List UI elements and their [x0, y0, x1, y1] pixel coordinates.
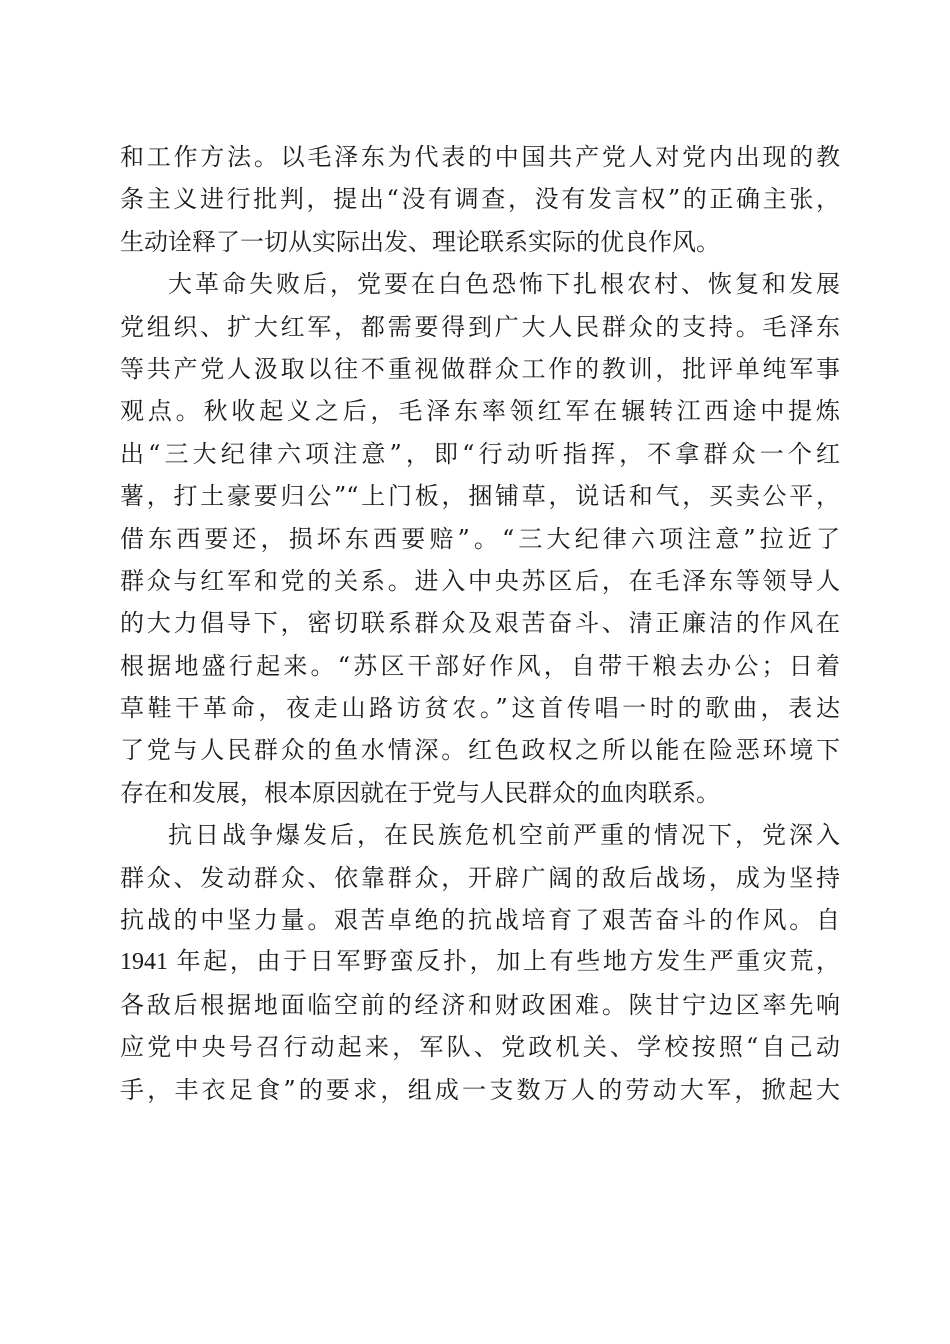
text-line: 1941 年起，由于日军野蛮反扑，加上有些地方发生严重灾荒，: [120, 949, 840, 976]
text-line: 草鞋干革命，夜走山路访贫农。”这首传唱一时的歌曲，表达: [120, 694, 840, 723]
paragraph-first-line: 大革命失败后，党要在白色恐怖下扎根农村、恢复和发展: [168, 270, 840, 299]
text-line: 薯，打土豪要归公”“上门板，捆铺草，说话和气，买卖公平，: [120, 482, 840, 511]
text-line: 借东西要还，损坏东西要赔”。“三大纪律六项注意”拉近了: [120, 524, 840, 553]
text-line: 了党与人民群众的鱼水情深。红色政权之所以能在险恶环境下: [120, 736, 840, 765]
text-line: 党组织、扩大红军，都需要得到广大人民群众的支持。毛泽东: [120, 312, 840, 341]
text-line: 群众与红军和党的关系。进入中央苏区后，在毛泽东等领导人: [120, 566, 840, 595]
text-line: 抗战的中坚力量。艰苦卓绝的抗战培育了艰苦奋斗的作风。自: [120, 906, 840, 935]
text-line: 群众、发动群众、依靠群众，开辟广阔的敌后战场，成为坚持: [120, 863, 840, 892]
paragraph-first-line: 抗日战争爆发后，在民族危机空前严重的情况下，党深入: [168, 821, 840, 850]
text-line: 存在和发展，根本原因就在于党与人民群众的血肉联系。: [120, 778, 720, 807]
text-line: 各敌后根据地面临空前的经济和财政困难。陕甘宁边区率先响: [120, 990, 840, 1019]
body-text: [120, 136, 840, 1111]
text-line: 根据地盛行起来。“苏区干部好作风，自带干粮去办公；日着: [120, 651, 840, 680]
text-line: 等共产党人汲取以往不重视做群众工作的教训，批评单纯军事: [120, 354, 840, 383]
text-line: 的大力倡导下，密切联系群众及艰苦奋斗、清正廉洁的作风在: [120, 609, 840, 638]
text-line: 观点。秋收起义之后，毛泽东率领红军在辗转江西途中提炼: [120, 397, 840, 426]
text-line: 条主义进行批判，提出“没有调查，没有发言权”的正确主张，: [120, 185, 840, 214]
text-line: 和工作方法。以毛泽东为代表的中国共产党人对党内出现的教: [120, 143, 840, 171]
text-line: 应党中央号召行动起来，军队、党政机关、学校按照“自己动: [120, 1033, 840, 1062]
text-line: 出“三大纪律六项注意”，即“行动听指挥，不拿群众一个红: [120, 439, 840, 468]
text-line: 手，丰衣足食”的要求，组成一支数万人的劳动大军，掀起大: [120, 1075, 840, 1104]
text-line: 生动诠释了一切从实际出发、理论联系实际的优良作风。: [120, 227, 720, 256]
